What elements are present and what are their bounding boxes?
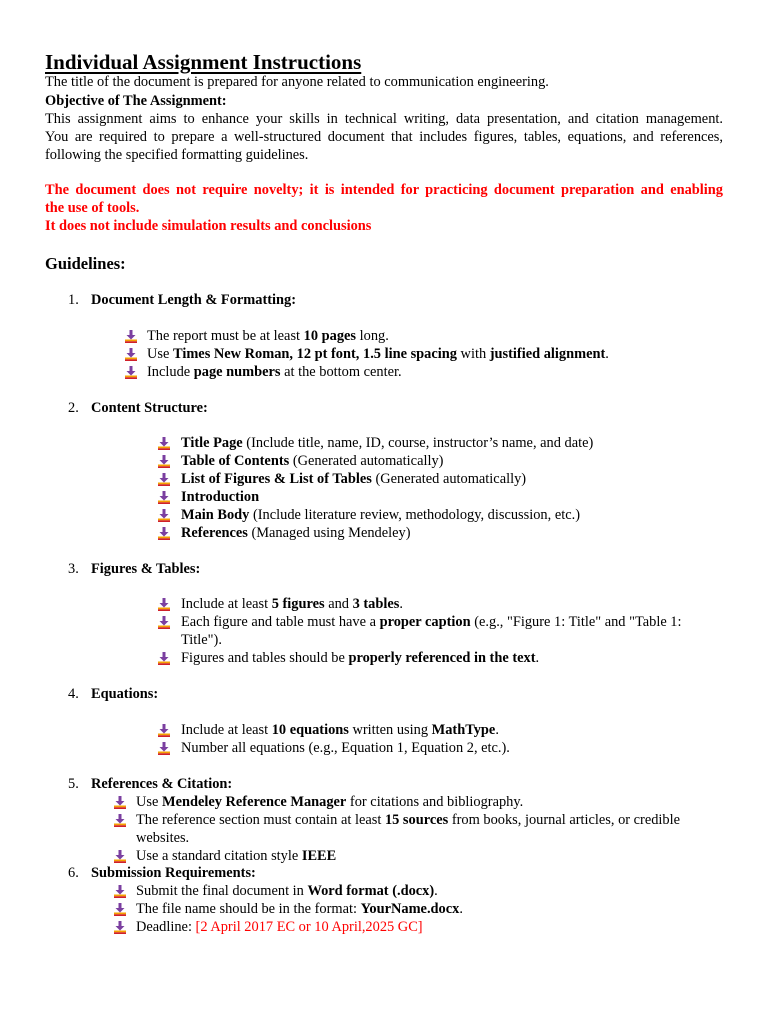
item-text: Each figure and table must have a	[181, 614, 380, 630]
notice-line: The document does not require novelty; it is intended for practicing document preparation and enabling	[45, 182, 723, 198]
down-arrow-bullet-icon	[158, 491, 170, 504]
emphasis-text: Table of Contents	[181, 453, 290, 469]
item-text: .	[399, 596, 403, 612]
down-arrow-bullet-icon	[158, 652, 170, 665]
section-heading: Document Length & Formatting:	[91, 292, 297, 308]
emphasis-text: Times New Roman, 12 pt font, 1.5 line spacing	[172, 346, 457, 362]
item-text: The report must be at least	[147, 328, 304, 344]
item-text: Use	[136, 794, 162, 810]
list-item	[147, 345, 609, 363]
section-heading: Submission Requirements:	[91, 865, 256, 881]
section-number: 2.	[68, 400, 79, 416]
item-text: Figures and tables should be	[181, 650, 349, 666]
section-number: 6.	[68, 865, 79, 881]
objective-line: You are required to prepare a well-structured document that includes figures, tables, equations, and references,	[45, 129, 723, 145]
down-arrow-bullet-icon	[125, 348, 137, 361]
emphasis-text: page numbers	[193, 364, 281, 380]
list-item	[181, 721, 499, 739]
emphasis-text: 10 equations	[271, 722, 349, 738]
deadline-date: [2 April 2017 EC or 10 April,2025 GC]	[195, 919, 423, 935]
list-item	[136, 793, 523, 811]
list-item	[181, 452, 443, 470]
list-item	[136, 900, 463, 918]
down-arrow-bullet-icon	[114, 796, 126, 809]
down-arrow-bullet-icon	[114, 885, 126, 898]
item-text: written using	[348, 722, 432, 738]
down-arrow-bullet-icon	[114, 903, 126, 916]
down-arrow-bullet-icon	[158, 509, 170, 522]
item-text: Use	[147, 346, 173, 362]
list-item	[147, 327, 389, 345]
emphasis-text: IEEE	[301, 848, 337, 864]
item-text: Number all equations (e.g., Equation 1, Equation 2, etc.).	[181, 740, 510, 756]
list-item	[147, 363, 402, 381]
emphasis-text: Word format (.docx)	[307, 883, 435, 899]
section-number: 5.	[68, 776, 79, 792]
emphasis-text: List of Figures & List of Tables	[181, 471, 372, 487]
notice-line: It does not include simulation results and conclusions	[45, 218, 372, 234]
down-arrow-bullet-icon	[158, 473, 170, 486]
item-text: The file name should be in the format:	[136, 901, 361, 917]
emphasis-text: Title Page	[181, 435, 243, 451]
list-item	[181, 470, 526, 488]
list-item	[181, 613, 711, 649]
emphasis-text: 3 tables	[352, 596, 400, 612]
objective-line: This assignment aims to enhance your skills in technical writing, data presentation, and citation management.	[45, 111, 723, 127]
list-item	[136, 811, 716, 847]
emphasis-text: MathType	[431, 722, 496, 738]
section-number: 1.	[68, 292, 79, 308]
item-text: .	[495, 722, 499, 738]
item-text: .	[434, 883, 438, 899]
item-text: for citations and bibliography.	[346, 794, 524, 810]
emphasis-text: References	[181, 525, 248, 541]
down-arrow-bullet-icon	[125, 330, 137, 343]
item-text: (Include literature review, methodology, discussion, etc.)	[249, 507, 580, 523]
emphasis-text: Mendeley Reference Manager	[161, 794, 347, 810]
document-title: Individual Assignment Instructions	[45, 50, 362, 74]
section-heading: Figures & Tables:	[91, 561, 201, 577]
item-text: (Generated automatically)	[371, 471, 527, 487]
list-item	[136, 847, 336, 865]
down-arrow-bullet-icon	[114, 921, 126, 934]
item-text: Submit the final document in	[136, 883, 308, 899]
list-item	[136, 918, 423, 936]
notice-line: the use of tools.	[45, 200, 140, 216]
item-text: (Generated automatically)	[289, 453, 444, 469]
down-arrow-bullet-icon	[114, 814, 126, 827]
section-number: 4.	[68, 686, 79, 702]
objective-line: following the specified formatting guidelines.	[45, 147, 309, 163]
objective-paragraph	[45, 110, 723, 164]
down-arrow-bullet-icon	[114, 850, 126, 863]
list-item	[181, 434, 593, 452]
list-item	[181, 739, 510, 757]
down-arrow-bullet-icon	[158, 742, 170, 755]
list-item	[181, 524, 411, 542]
item-text: The reference section must contain at least	[136, 812, 385, 828]
item-text: Include	[147, 364, 194, 380]
item-text: Deadline:	[136, 919, 196, 935]
emphasis-text: proper caption	[379, 614, 471, 630]
emphasis-text: justified alignment	[489, 346, 606, 362]
item-text: .	[605, 346, 609, 362]
down-arrow-bullet-icon	[158, 724, 170, 737]
section-number: 3.	[68, 561, 79, 577]
item-text: at the bottom center.	[280, 364, 402, 380]
list-item	[181, 649, 539, 667]
list-item	[136, 882, 438, 900]
item-text: .	[459, 901, 463, 917]
down-arrow-bullet-icon	[125, 366, 137, 379]
item-text: long.	[356, 328, 389, 344]
item-text: Include at least	[181, 722, 272, 738]
emphasis-text: 5 figures	[271, 596, 325, 612]
down-arrow-bullet-icon	[158, 598, 170, 611]
item-text: .	[535, 650, 540, 666]
item-text: Include at least	[181, 596, 272, 612]
item-text: from books, journal articles, or credible websites.	[136, 812, 681, 846]
objective-heading: Objective of The Assignment:	[45, 93, 227, 109]
emphasis-text: YourName.docx	[360, 901, 460, 917]
list-item	[181, 488, 259, 506]
notice-paragraph	[45, 181, 723, 235]
emphasis-text: 15 sources	[384, 812, 449, 828]
guidelines-heading: Guidelines:	[45, 254, 126, 273]
list-item	[181, 506, 580, 524]
item-text: and	[324, 596, 353, 612]
section-heading: Content Structure:	[91, 400, 208, 416]
down-arrow-bullet-icon	[158, 527, 170, 540]
item-text: (Managed using Mendeley)	[247, 525, 411, 541]
down-arrow-bullet-icon	[158, 616, 170, 629]
down-arrow-bullet-icon	[158, 455, 170, 468]
section-heading: Equations:	[91, 686, 159, 702]
emphasis-text: 10 pages	[303, 328, 357, 344]
item-text: Use a standard citation style	[136, 848, 302, 864]
emphasis-text: properly referenced in the text	[348, 650, 536, 666]
list-item	[181, 595, 403, 613]
emphasis-text: Main Body	[181, 507, 250, 523]
section-heading: References & Citation:	[91, 776, 233, 792]
item-text: (Include title, name, ID, course, instructor’s name, and date)	[242, 435, 594, 451]
emphasis-text: Introduction	[181, 489, 260, 505]
item-text: with	[456, 346, 490, 362]
intro-text: The title of the document is prepared for anyone related to communication engineering.	[45, 74, 549, 90]
item-text: (e.g., "Figure 1: Title" and "Table 1: Title").	[181, 614, 682, 648]
down-arrow-bullet-icon	[158, 437, 170, 450]
